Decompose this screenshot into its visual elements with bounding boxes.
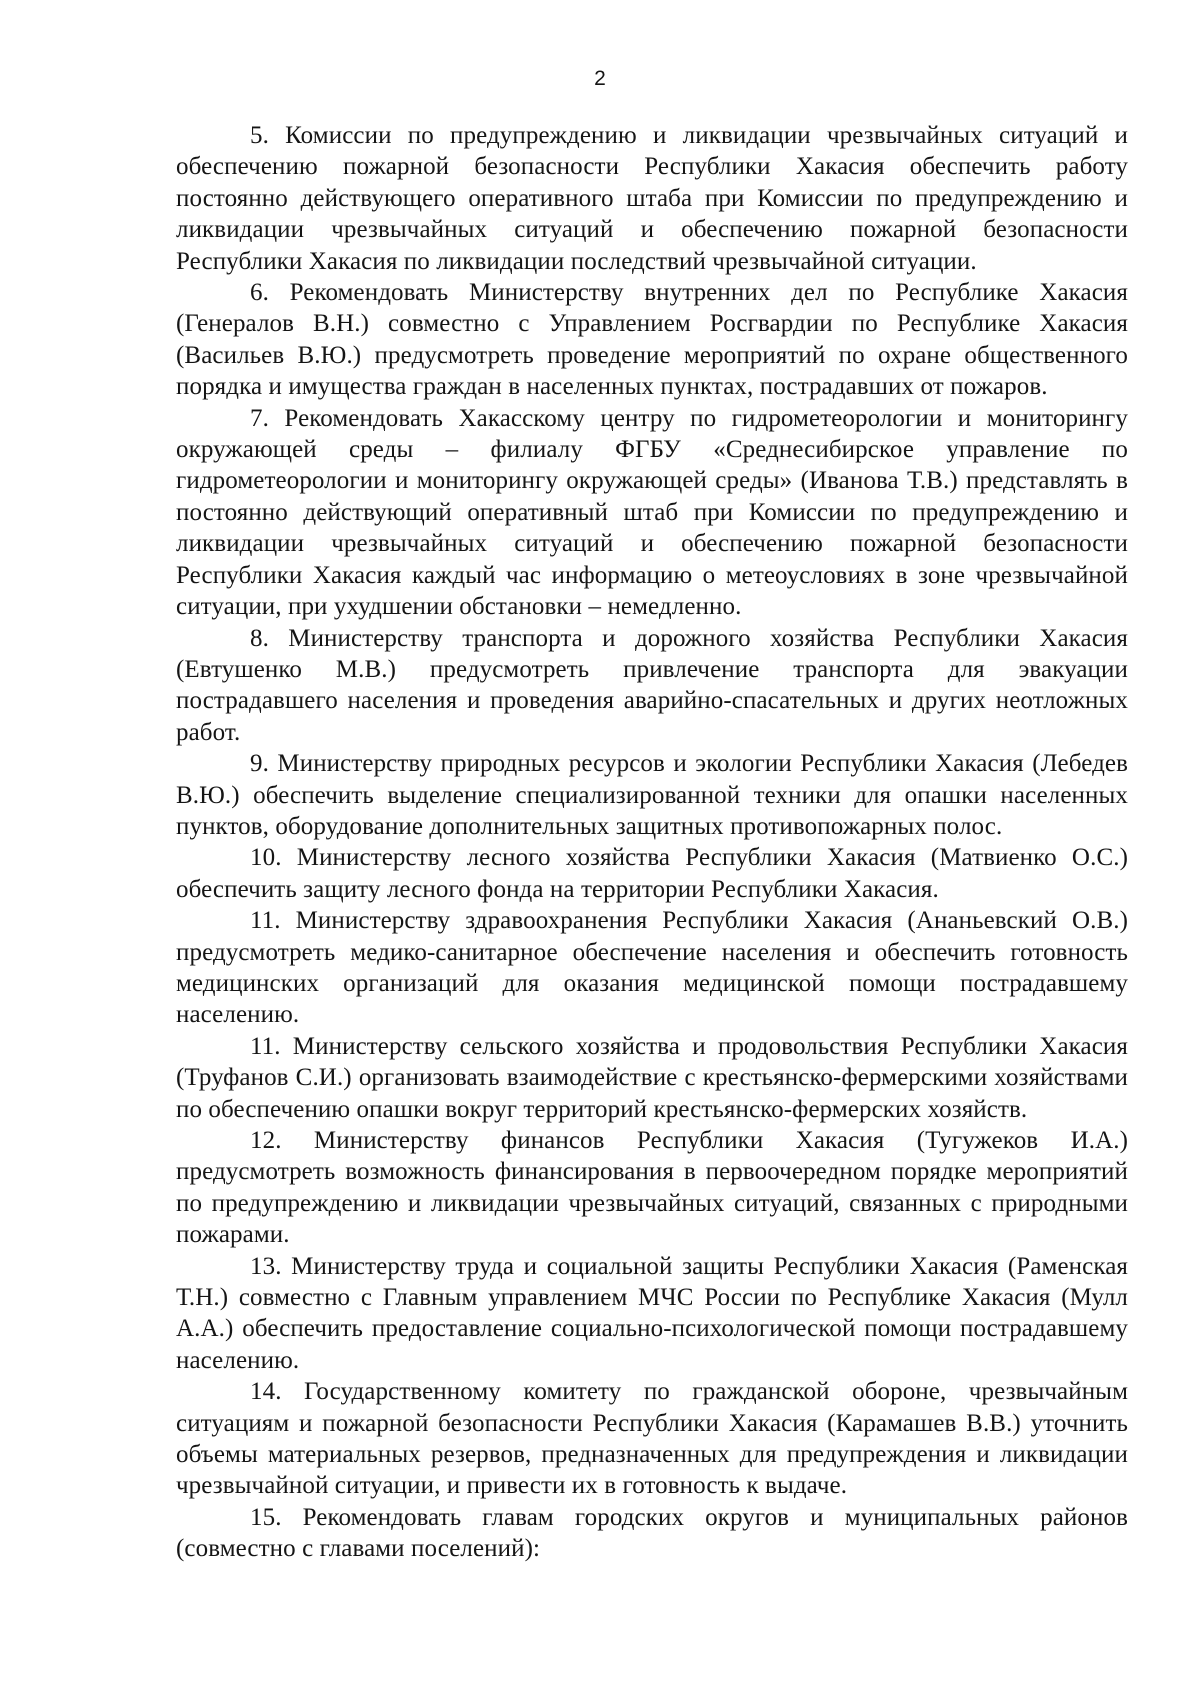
paragraph-6: 6. Рекомендовать Министерству внутренних дел по Республике Хакасия (Генералов В.Н.) совместно с Управлением Росгвардии по Республике Хакасия (Васильев В.Ю.) предусмотреть проведение мероприятий по охране общественного порядка и имущества граждан в населенных пунктах, пострадавших от пожаров.: [176, 279, 1128, 401]
paragraph-13: 13. Министерству труда и социальной защиты Республики Хакасия (Раменская Т.Н.) совместно с Главным управлением МЧС России по Республике Хакасия (Мулл А.А.) обеспечить предоставление социально-психологической помощи пострадавшему населению.: [176, 1252, 1128, 1374]
document-body: [176, 120, 1128, 1565]
paragraph-11-agriculture: 11. Министерству сельского хозяйства и продовольствия Республики Хакасия (Труфанов С.И.) организовать взаимодействие с крестьянско-фермерскими хозяйствами по обеспечению опашки вокруг территорий крестьянско-фермерских хозяйств.: [176, 1032, 1128, 1123]
paragraph-7: 7. Рекомендовать Хакасскому центру по гидрометеорологии и мониторингу окружающей среды – филиалу ФГБУ «Среднесибирское управление по гидрометеорологии и мониторингу окружающей среды» (Иванова Т.В.) представлять в постоянно действующий оперативный штаб при Комиссии по предупреждению и ликвидации чрезвычайных ситуаций и обеспечению пожарной безопасности Республики Хакасия каждый час информацию о метеоусловиях в зоне чрезвычайной ситуации, при ухудшении обстановки – немедленно.: [176, 404, 1128, 621]
paragraph-14: 14. Государственному комитету по гражданской обороне, чрезвычайным ситуациям и пожарной безопасности Республики Хакасия (Карамашев В.В.) уточнить объемы материальных резервов, предназначенных для предупреждения и ликвидации чрезвычайной ситуации, и привести их в готовность к выдаче.: [176, 1378, 1128, 1500]
page-number: 2: [594, 67, 606, 90]
paragraph-8: 8. Министерству транспорта и дорожного хозяйства Республики Хакасия (Евтушенко М.В.) предусмотреть привлечение транспорта для эвакуации пострадавшего населения и проведения аварийно-спасательных и других неотложных работ.: [176, 624, 1128, 746]
paragraph-5: 5. Комиссии по предупреждению и ликвидации чрезвычайных ситуаций и обеспечению пожарной безопасности Республики Хакасия обеспечить работу постоянно действующего оперативного штаба при Комиссии по предупреждению и ликвидации чрезвычайных ситуаций и обеспечению пожарной безопасности Республики Хакасия по ликвидации последствий чрезвычайной ситуации.: [176, 122, 1128, 275]
paragraph-15: 15. Рекомендовать главам городских округов и муниципальных районов (совместно с главами поселений):: [176, 1503, 1128, 1563]
paragraph-12: 12. Министерству финансов Республики Хакасия (Тугужеков И.А.) предусмотреть возможность финансирования в первоочередном порядке мероприятий по предупреждению и ликвидации чрезвычайных ситуаций, связанных с природными пожарами.: [176, 1127, 1128, 1249]
paragraph-9: 9. Министерству природных ресурсов и экологии Республики Хакасия (Лебедев В.Ю.) обеспечить выделение специализированной техники для опашки населенных пунктов, оборудование дополнительных защитных противопожарных полос.: [176, 750, 1128, 840]
paragraph-10: 10. Министерству лесного хозяйства Республики Хакасия (Матвиенко О.С.) обеспечить защиту лесного фонда на территории Республики Хакасия.: [176, 844, 1128, 903]
paragraph-11-health: 11. Министерству здравоохранения Республики Хакасия (Ананьевский О.В.) предусмотреть медико-санитарное обеспечение населения и обеспечить готовность медицинских организаций для оказания медицинской помощи пострадавшему населению.: [176, 907, 1128, 1029]
